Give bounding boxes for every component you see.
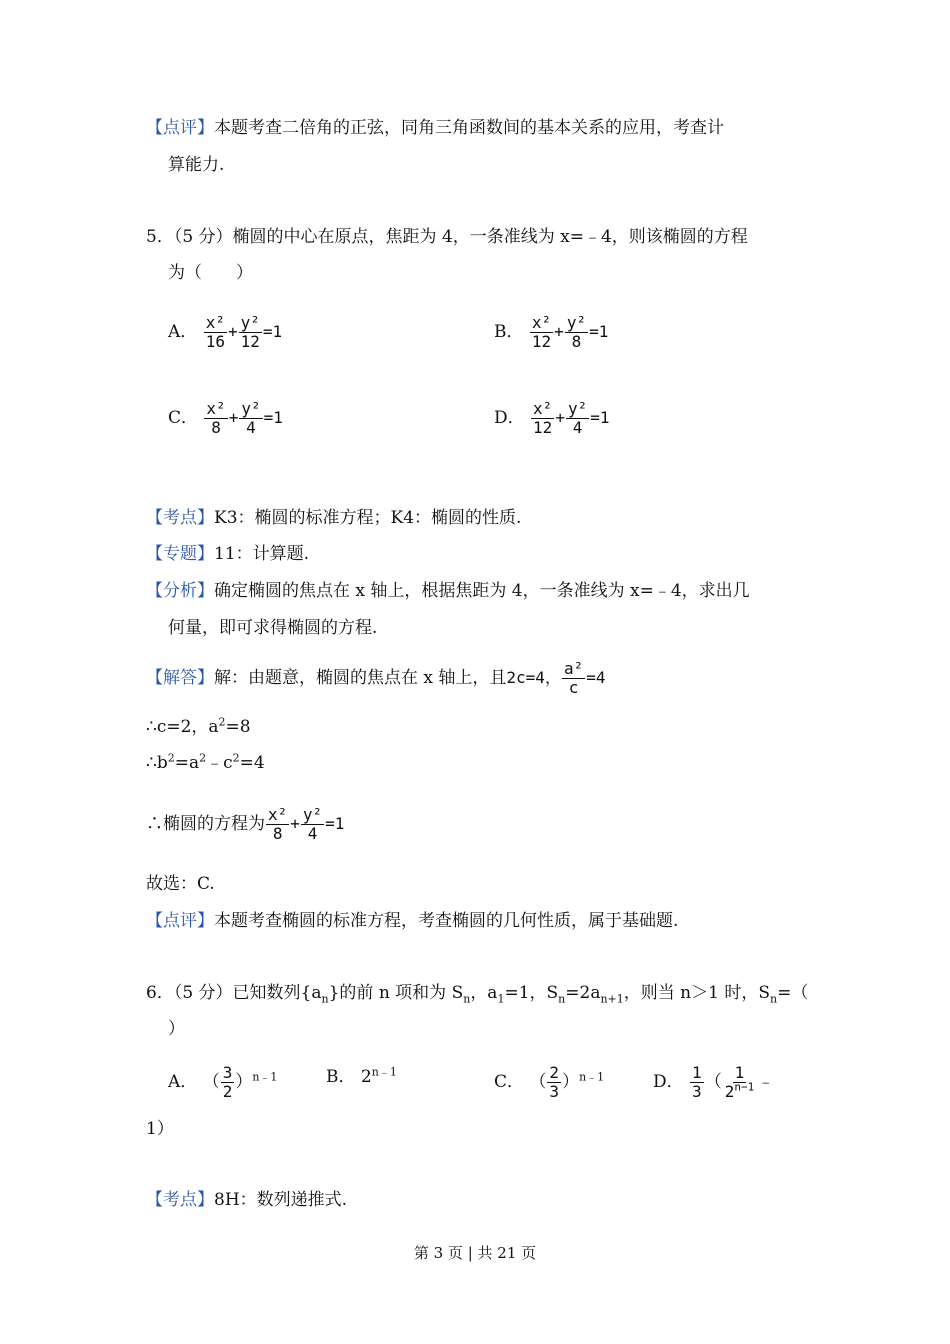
fraction <box>301 806 324 843</box>
fenxi-text-2: 何量，即可求得椭圆的方程. <box>168 618 378 638</box>
frac-num: x² <box>533 399 553 418</box>
fraction <box>239 400 262 437</box>
plus-sign: + <box>555 408 565 427</box>
q5-step2 <box>146 750 810 776</box>
frac-num: 2 <box>549 1063 560 1082</box>
equals-one: =1 <box>590 408 610 427</box>
option-letter: D． <box>494 408 525 428</box>
plus-sign: + <box>554 322 564 341</box>
comment-text-2: 算能力. <box>168 155 225 175</box>
superscript: 2 <box>218 715 226 729</box>
comment-row <box>146 115 810 141</box>
q5-option-b <box>494 314 608 351</box>
frac-den <box>723 1080 757 1101</box>
q5-option-a <box>168 314 282 351</box>
zhuanti-label: 【专题】 <box>146 544 214 564</box>
exponent: n﹣1 <box>371 1065 397 1079</box>
q5-jieda <box>146 660 810 697</box>
q6-option-b <box>326 1064 397 1090</box>
frac-den: 8 <box>272 824 283 843</box>
frac-den: c <box>568 678 579 697</box>
step-text: ﹣c <box>206 753 233 773</box>
subscript: n <box>770 992 778 1006</box>
q6-stem-line2: ） <box>168 1019 185 1039</box>
exponent: n−1 <box>734 1080 755 1094</box>
frac-num: y² <box>302 805 323 824</box>
jieda-eq2: =4 <box>586 668 606 687</box>
q6-kaodian <box>146 1187 810 1213</box>
q6-stem <box>146 980 810 1006</box>
fenxi-label: 【分析】 <box>146 581 214 601</box>
dianping-label: 【点评】 <box>146 911 214 931</box>
fraction <box>565 314 588 351</box>
fraction <box>566 400 589 437</box>
frac-den: 2 <box>222 1082 233 1101</box>
comment-text: 本题考查二倍角的正弦，同角三角函数间的基本关系的应用，考查计 <box>214 118 724 138</box>
q6-stem-part: =（ <box>777 983 809 1003</box>
kaodian-text: K3：椭圆的标准方程；K4：椭圆的性质. <box>214 508 522 528</box>
q5-step1 <box>146 714 810 740</box>
fraction <box>221 1064 235 1101</box>
subscript: n <box>558 992 566 1006</box>
dianping-text: 本题考查椭圆的标准方程，考查椭圆的几何性质，属于基础题. <box>214 911 679 931</box>
kaodian-label: 【考点】 <box>146 508 214 528</box>
minus-sign: ﹣ <box>757 1072 775 1092</box>
frac-num: y² <box>241 399 261 418</box>
frac-den: 12 <box>533 418 553 437</box>
option-letter: C． <box>168 408 199 428</box>
zhuanti-text: 11：计算题. <box>214 544 310 564</box>
q5-stem-line1: 5．（5 分）椭圆的中心在原点，焦距为 4，一条准线为 x=﹣4，则该椭圆的方程 <box>146 227 748 247</box>
fraction <box>723 1064 757 1101</box>
frac-den: 8 <box>211 418 221 437</box>
exponent: n﹣1 <box>252 1070 278 1084</box>
superscript: 2 <box>199 751 207 765</box>
frac-den: 12 <box>240 332 260 351</box>
frac-num: x² <box>531 313 552 332</box>
kaodian-label: 【考点】 <box>146 1190 214 1210</box>
base: 2 <box>360 1067 372 1087</box>
fenxi-text: 确定椭圆的焦点在 x 轴上，根据焦距为 4，一条准线为 x=﹣4，求出几 <box>214 581 750 601</box>
q6-option-a <box>168 1064 277 1101</box>
q6-stem-part: 6．（5 分）已知数列{a <box>146 983 322 1003</box>
option-letter: A． <box>168 1072 198 1092</box>
comment-label: 【点评】 <box>146 118 214 138</box>
fraction <box>266 806 289 843</box>
page-footer: 第 3 页 | 共 21 页 <box>413 1244 537 1262</box>
step-text: ∴b <box>146 753 168 773</box>
fraction <box>204 400 227 437</box>
frac-num: 1 <box>692 1063 702 1082</box>
q5-option-c <box>168 400 283 437</box>
q5-option-d <box>494 400 609 437</box>
fraction <box>239 314 262 351</box>
frac-den: 12 <box>531 332 552 351</box>
frac-num: 3 <box>222 1063 233 1082</box>
frac-num: y² <box>240 313 260 332</box>
q5-dianping <box>146 908 810 934</box>
subscript: 1 <box>497 992 505 1006</box>
base: 2 <box>724 1082 735 1101</box>
comment-row-2 <box>168 152 810 178</box>
q6-stem-part: =2a <box>565 983 601 1003</box>
superscript: 2 <box>167 751 175 765</box>
paren: ） <box>562 1072 580 1092</box>
frac-den: 4 <box>307 824 318 843</box>
q6-option-d <box>653 1064 774 1101</box>
frac-den: 4 <box>572 418 583 437</box>
frac-num: x² <box>206 399 226 418</box>
paren: （ <box>704 1072 722 1092</box>
jieda-text: 解：由题意，椭圆的焦点在 x 轴上，且 <box>214 668 507 688</box>
frac-den: 8 <box>571 332 582 351</box>
frac-num: x² <box>205 313 225 332</box>
frac-den: 4 <box>246 418 256 437</box>
frac-den: 3 <box>549 1082 560 1101</box>
fraction <box>690 1064 704 1101</box>
q5-fenxi-2 <box>168 615 810 641</box>
plus-sign: + <box>227 322 238 341</box>
q5-kaodian <box>146 505 810 531</box>
q5-stem <box>146 224 810 250</box>
plus-sign: + <box>228 408 239 427</box>
subscript: n <box>463 992 471 1006</box>
q6-stem-part: ，则当 n＞1 时，S <box>623 983 770 1003</box>
step-text: ∴椭圆的方程为 <box>146 814 265 834</box>
subscript: n+1 <box>600 992 624 1006</box>
option-letter: A． <box>168 322 198 342</box>
option-letter: B． <box>326 1067 356 1087</box>
plus-sign: + <box>290 814 300 833</box>
q6-stem-2 <box>168 1016 810 1042</box>
frac-num: y² <box>566 313 587 332</box>
fraction <box>547 1064 561 1101</box>
paren: （ <box>202 1072 220 1092</box>
q5-stem-2 <box>168 260 810 286</box>
frac-den: 16 <box>205 332 225 351</box>
fraction <box>204 314 227 351</box>
equals-one: =1 <box>263 408 283 427</box>
step-text: ∴c=2，a <box>146 717 219 737</box>
q6-option-c <box>494 1064 604 1101</box>
jieda-eq1: 2c=4， <box>506 668 561 687</box>
step-text: =4 <box>239 753 265 773</box>
frac-num: y² <box>567 399 588 418</box>
subscript: n <box>321 992 329 1006</box>
fraction <box>531 400 554 437</box>
q6-stem-part: =1，S <box>504 983 559 1003</box>
q6-stem-part: ，a <box>470 983 498 1003</box>
frac-den: 3 <box>692 1082 702 1101</box>
step-text: =a <box>174 753 200 773</box>
q6-option-d-cont <box>146 1116 810 1142</box>
choice-text: 故选：C. <box>146 874 215 894</box>
frac-num: x² <box>268 805 288 824</box>
q5-choice <box>146 871 810 897</box>
superscript: 2 <box>232 751 240 765</box>
q5-zhuanti <box>146 541 810 567</box>
equals-one: =1 <box>262 322 283 341</box>
exponent: n﹣1 <box>579 1070 605 1084</box>
option-d-line2: 1） <box>146 1119 174 1139</box>
kaodian-text: 8H：数列递推式. <box>214 1190 348 1210</box>
paren: ） <box>235 1072 253 1092</box>
option-letter: D． <box>653 1072 684 1092</box>
fraction <box>562 660 585 697</box>
option-letter: B． <box>494 322 524 342</box>
q5-stem-line2: 为（ ） <box>168 263 253 283</box>
frac-num: 1 <box>734 1063 745 1082</box>
paren: （ <box>529 1072 547 1092</box>
q5-fenxi <box>146 578 810 604</box>
step-text: =8 <box>225 717 251 737</box>
equals-one: =1 <box>325 814 345 833</box>
frac-num: a² <box>563 659 584 678</box>
option-letter: C． <box>494 1072 525 1092</box>
equals-one: =1 <box>589 322 609 341</box>
q6-stem-part: }的前 n 项和为 S <box>328 983 464 1003</box>
jieda-label: 【解答】 <box>146 668 214 688</box>
fraction <box>530 314 553 351</box>
q5-step3 <box>146 806 810 843</box>
